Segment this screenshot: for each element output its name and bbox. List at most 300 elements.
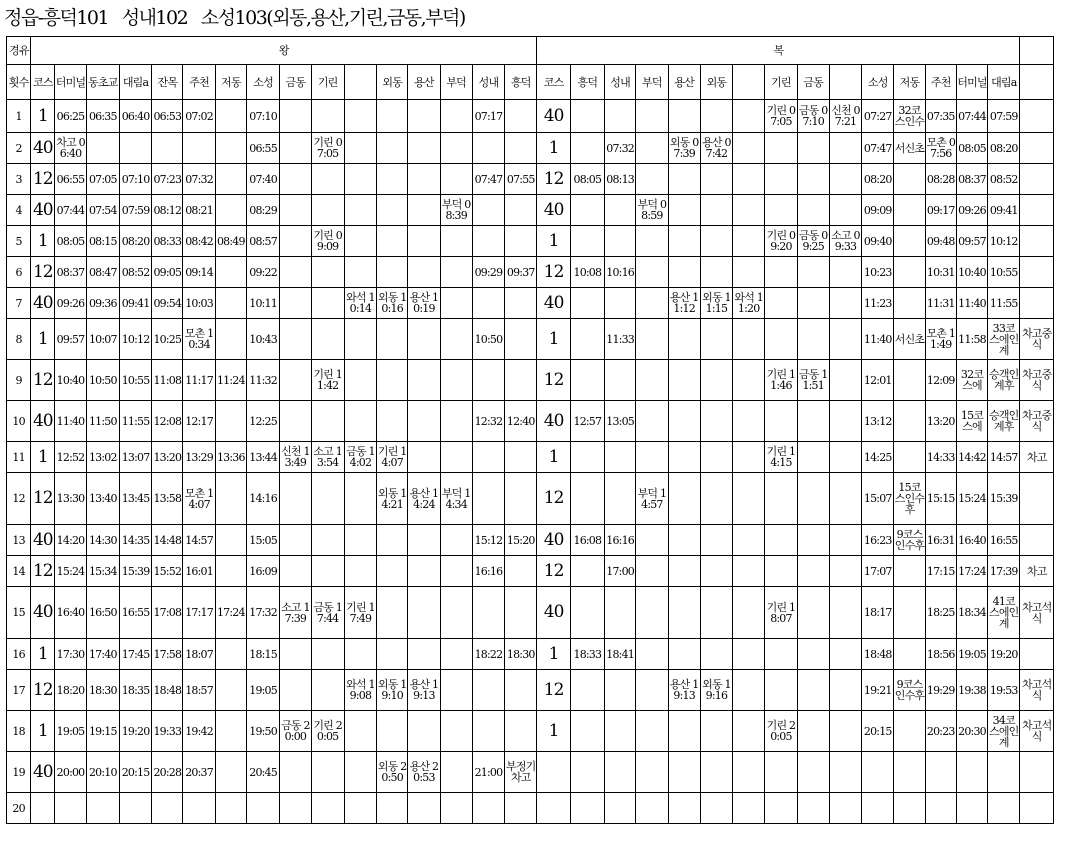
inbound-cell <box>733 793 765 824</box>
inbound-cell: 19:53 <box>988 670 1020 711</box>
inbound-cell <box>636 319 668 360</box>
outbound-cell: 17:32 <box>246 587 279 639</box>
inbound-cell: 09:57 <box>956 226 987 257</box>
inbound-cell: 19:20 <box>988 639 1020 670</box>
outbound-cell <box>377 164 408 195</box>
inbound-cell: 08:28 <box>925 164 956 195</box>
outbound-course: 12 <box>31 164 55 195</box>
outbound-cell <box>377 133 408 164</box>
inbound-cell <box>765 556 797 587</box>
inbound-cell <box>797 195 829 226</box>
outbound-cell: 07:23 <box>152 164 183 195</box>
outbound-cell: 09:54 <box>152 288 183 319</box>
outbound-cell: 08:57 <box>246 226 279 257</box>
outbound-cell: 18:20 <box>55 670 86 711</box>
outbound-cell <box>280 670 311 711</box>
outbound-cell <box>505 793 537 824</box>
outbound-cell <box>344 360 376 401</box>
inbound-cell <box>765 639 797 670</box>
outbound-cell <box>440 525 472 556</box>
outbound-course: 40 <box>31 401 55 442</box>
outbound-cell: 08:37 <box>55 257 86 288</box>
timetable-row <box>7 164 1054 195</box>
inbound-cell <box>1020 473 1054 525</box>
inbound-cell <box>570 670 604 711</box>
inbound-course: 12 <box>537 473 570 525</box>
outbound-cell: 20:10 <box>86 752 119 793</box>
inbound-cell <box>668 195 700 226</box>
outbound-cell: 12:25 <box>246 401 279 442</box>
outbound-cell: 모촌 10:34 <box>183 319 215 360</box>
outbound-cell: 17:17 <box>183 587 215 639</box>
inbound-cell: 08:05 <box>956 133 987 164</box>
outbound-cell: 10:25 <box>152 319 183 360</box>
inbound-cell: 15:15 <box>925 473 956 525</box>
outbound-cell: 13:44 <box>246 442 279 473</box>
outbound-cell: 10:50 <box>472 319 504 360</box>
inbound-cell: 15:24 <box>956 473 987 525</box>
timetable-row <box>7 752 1054 793</box>
inbound-cell <box>862 752 894 793</box>
outbound-cell <box>119 133 151 164</box>
inbound-cell: 07:59 <box>988 100 1020 133</box>
outbound-cell <box>280 226 311 257</box>
outbound-cell <box>505 587 537 639</box>
outbound-cell <box>377 100 408 133</box>
inbound-cell <box>765 288 797 319</box>
inbound-col-header: 저동 <box>894 65 925 100</box>
inbound-cell <box>570 226 604 257</box>
outbound-cell <box>440 556 472 587</box>
outbound-cell: 19:50 <box>246 711 279 752</box>
inbound-cell: 부덕 14:57 <box>636 473 668 525</box>
inbound-cell <box>700 752 732 793</box>
inbound-cell: 서신초 <box>894 319 925 360</box>
inbound-cell: 18:48 <box>862 639 894 670</box>
inbound-cell: 08:37 <box>956 164 987 195</box>
inbound-cell: 승객인계후 <box>988 360 1020 401</box>
outbound-cell: 18:57 <box>183 670 215 711</box>
outbound-cell: 09:41 <box>119 288 151 319</box>
inbound-course: 40 <box>537 288 570 319</box>
outbound-cell: 용산 10:19 <box>408 288 440 319</box>
outbound-cell <box>472 442 504 473</box>
inbound-cell <box>829 442 861 473</box>
outbound-cell: 12:17 <box>183 401 215 442</box>
trip-number: 7 <box>7 288 31 319</box>
inbound-cell <box>765 670 797 711</box>
outbound-cell <box>344 793 376 824</box>
inbound-cell <box>797 257 829 288</box>
outbound-cell: 외동 14:21 <box>377 473 408 525</box>
outbound-cell <box>344 401 376 442</box>
inbound-cell <box>733 319 765 360</box>
outbound-cell <box>377 639 408 670</box>
inbound-cell <box>829 793 861 824</box>
inbound-cell <box>605 587 636 639</box>
inbound-cell <box>570 100 604 133</box>
outbound-col-header: 동초교 <box>86 65 119 100</box>
inbound-cell: 17:15 <box>925 556 956 587</box>
trip-number: 6 <box>7 257 31 288</box>
outbound-cell <box>472 793 504 824</box>
inbound-cell: 41코스에인계 <box>988 587 1020 639</box>
inbound-course: 12 <box>537 670 570 711</box>
timetable-row <box>7 639 1054 670</box>
outbound-cell: 11:08 <box>152 360 183 401</box>
outbound-cell: 17:08 <box>152 587 183 639</box>
inbound-cell <box>700 319 732 360</box>
inbound-cell: 신천 07:21 <box>829 100 861 133</box>
outbound-cell <box>344 711 376 752</box>
inbound-cell <box>605 100 636 133</box>
trip-number: 4 <box>7 195 31 226</box>
outbound-cell <box>311 257 344 288</box>
outbound-cell: 15:12 <box>472 525 504 556</box>
inbound-cell <box>700 711 732 752</box>
inbound-header: 복 <box>537 37 1020 65</box>
outbound-col-header: 용산 <box>408 65 440 100</box>
outbound-cell <box>377 319 408 360</box>
inbound-cell <box>1020 793 1054 824</box>
trip-number: 5 <box>7 226 31 257</box>
outbound-cell <box>215 473 246 525</box>
outbound-cell: 14:16 <box>246 473 279 525</box>
inbound-cell <box>733 711 765 752</box>
outbound-course: 1 <box>31 226 55 257</box>
inbound-cell <box>765 195 797 226</box>
outbound-course: 12 <box>31 473 55 525</box>
inbound-col-header: 외동 <box>700 65 732 100</box>
outbound-cell <box>280 195 311 226</box>
trip-number: 8 <box>7 319 31 360</box>
inbound-course: 40 <box>537 195 570 226</box>
inbound-cell <box>700 525 732 556</box>
inbound-cell: 18:17 <box>862 587 894 639</box>
trip-number: 17 <box>7 670 31 711</box>
timetable-row <box>7 319 1054 360</box>
inbound-cell <box>636 164 668 195</box>
inbound-cell: 08:13 <box>605 164 636 195</box>
outbound-col-header: 대림a <box>119 65 151 100</box>
inbound-cell <box>797 639 829 670</box>
outbound-col-header: 터미널 <box>55 65 86 100</box>
inbound-cell: 09:09 <box>862 195 894 226</box>
inbound-cell <box>668 100 700 133</box>
inbound-col-header: 흥덕 <box>570 65 604 100</box>
inbound-cell <box>894 442 925 473</box>
outbound-cell <box>152 793 183 824</box>
inbound-cell <box>829 288 861 319</box>
outbound-cell: 기린 11:42 <box>311 360 344 401</box>
outbound-cell <box>344 257 376 288</box>
outbound-cell <box>505 360 537 401</box>
inbound-course: 12 <box>537 360 570 401</box>
outbound-cell: 09:14 <box>183 257 215 288</box>
inbound-cell <box>700 360 732 401</box>
inbound-cell <box>570 442 604 473</box>
inbound-col-header: 주천 <box>925 65 956 100</box>
inbound-cell <box>956 793 987 824</box>
outbound-cell: 13:02 <box>86 442 119 473</box>
inbound-cell <box>700 793 732 824</box>
timetable-row <box>7 288 1054 319</box>
outbound-col-header: 잔목 <box>152 65 183 100</box>
inbound-cell: 12:09 <box>925 360 956 401</box>
inbound-cell <box>733 752 765 793</box>
outbound-cell <box>344 556 376 587</box>
outbound-cell <box>215 133 246 164</box>
inbound-cell <box>636 133 668 164</box>
outbound-cell: 09:29 <box>472 257 504 288</box>
outbound-cell: 10:40 <box>55 360 86 401</box>
outbound-cell: 08:12 <box>152 195 183 226</box>
outbound-cell <box>505 133 537 164</box>
outbound-cell <box>215 164 246 195</box>
outbound-cell <box>311 319 344 360</box>
inbound-cell: 모촌 07:56 <box>925 133 956 164</box>
outbound-cell: 08:52 <box>119 257 151 288</box>
timetable-row <box>7 100 1054 133</box>
inbound-cell <box>733 195 765 226</box>
inbound-cell: 15코스에 <box>956 401 987 442</box>
inbound-course: 40 <box>537 401 570 442</box>
outbound-cell: 외동 19:10 <box>377 670 408 711</box>
outbound-cell: 13:20 <box>152 442 183 473</box>
inbound-cell <box>733 257 765 288</box>
outbound-cell: 09:22 <box>246 257 279 288</box>
inbound-cell <box>797 473 829 525</box>
inbound-cell: 07:27 <box>862 100 894 133</box>
outbound-cell: 19:05 <box>55 711 86 752</box>
inbound-cell: 11:55 <box>988 288 1020 319</box>
inbound-cell: 10:23 <box>862 257 894 288</box>
inbound-cell <box>570 195 604 226</box>
inbound-cell <box>829 711 861 752</box>
inbound-cell <box>797 288 829 319</box>
inbound-cell <box>765 525 797 556</box>
outbound-col-header: 흥덕 <box>505 65 537 100</box>
inbound-cell: 차고 <box>1020 442 1054 473</box>
outbound-cell <box>377 587 408 639</box>
inbound-cell <box>894 793 925 824</box>
inbound-cell <box>733 360 765 401</box>
outbound-cell: 07:47 <box>472 164 504 195</box>
inbound-course: 40 <box>537 587 570 639</box>
outbound-cell: 13:30 <box>55 473 86 525</box>
inbound-cell <box>733 639 765 670</box>
inbound-cell <box>829 401 861 442</box>
outbound-col-header: 소성 <box>246 65 279 100</box>
outbound-cell <box>311 288 344 319</box>
inbound-cell: 10:08 <box>570 257 604 288</box>
inbound-cell <box>668 257 700 288</box>
inbound-col-header <box>733 65 765 100</box>
outbound-cell <box>440 319 472 360</box>
inbound-cell <box>668 319 700 360</box>
inbound-cell <box>765 257 797 288</box>
outbound-col-header: 금동 <box>280 65 311 100</box>
outbound-cell: 금동 17:44 <box>311 587 344 639</box>
inbound-cell <box>733 587 765 639</box>
direction-header-row <box>7 37 1054 65</box>
inbound-cell: 부덕 08:59 <box>636 195 668 226</box>
inbound-cell: 17:24 <box>956 556 987 587</box>
outbound-course: 1 <box>31 100 55 133</box>
outbound-cell <box>152 133 183 164</box>
outbound-cell <box>440 711 472 752</box>
outbound-cell: 15:39 <box>119 556 151 587</box>
outbound-cell <box>505 226 537 257</box>
outbound-cell: 18:35 <box>119 670 151 711</box>
inbound-cell <box>765 473 797 525</box>
inbound-cell <box>636 226 668 257</box>
inbound-cell <box>1020 226 1054 257</box>
inbound-cell <box>668 442 700 473</box>
outbound-cell: 기린 07:05 <box>311 133 344 164</box>
outbound-cell: 20:15 <box>119 752 151 793</box>
outbound-cell: 10:12 <box>119 319 151 360</box>
outbound-cell: 11:40 <box>55 401 86 442</box>
inbound-cell <box>605 360 636 401</box>
inbound-course: 1 <box>537 226 570 257</box>
outbound-cell: 12:08 <box>152 401 183 442</box>
outbound-cell: 07:17 <box>472 100 504 133</box>
outbound-col-header: 외동 <box>377 65 408 100</box>
outbound-cell: 17:40 <box>86 639 119 670</box>
trip-number: 10 <box>7 401 31 442</box>
inbound-cell <box>1020 257 1054 288</box>
outbound-cell: 14:20 <box>55 525 86 556</box>
outbound-cell: 16:50 <box>86 587 119 639</box>
inbound-cell <box>570 360 604 401</box>
outbound-cell <box>311 793 344 824</box>
outbound-cell <box>440 639 472 670</box>
outbound-cell: 20:28 <box>152 752 183 793</box>
inbound-cell <box>733 226 765 257</box>
outbound-cell: 19:42 <box>183 711 215 752</box>
outbound-cell: 20:37 <box>183 752 215 793</box>
outbound-cell: 06:25 <box>55 100 86 133</box>
inbound-cell: 18:25 <box>925 587 956 639</box>
outbound-cell: 11:24 <box>215 360 246 401</box>
outbound-cell <box>505 556 537 587</box>
outbound-cell <box>215 639 246 670</box>
inbound-cell: 와석 11:20 <box>733 288 765 319</box>
inbound-cell <box>636 639 668 670</box>
timetable-row <box>7 257 1054 288</box>
inbound-cell <box>829 360 861 401</box>
outbound-cell: 06:55 <box>246 133 279 164</box>
outbound-cell: 15:24 <box>55 556 86 587</box>
outbound-cell: 07:59 <box>119 195 151 226</box>
outbound-cell: 07:02 <box>183 100 215 133</box>
inbound-cell <box>605 226 636 257</box>
inbound-cell <box>700 442 732 473</box>
outbound-cell <box>377 226 408 257</box>
inbound-cell <box>894 360 925 401</box>
outbound-cell <box>408 401 440 442</box>
outbound-cell <box>505 195 537 226</box>
inbound-cell: 08:52 <box>988 164 1020 195</box>
inbound-cell: 20:15 <box>862 711 894 752</box>
inbound-cell <box>700 164 732 195</box>
inbound-cell <box>797 556 829 587</box>
outbound-cell <box>408 319 440 360</box>
inbound-cell: 11:40 <box>956 288 987 319</box>
inbound-col-header <box>1020 65 1054 100</box>
inbound-cell <box>894 587 925 639</box>
outbound-cell <box>440 670 472 711</box>
outbound-cell <box>408 195 440 226</box>
outbound-cell <box>472 360 504 401</box>
outbound-cell: 10:43 <box>246 319 279 360</box>
outbound-cell: 부덕 14:34 <box>440 473 472 525</box>
inbound-cell <box>636 360 668 401</box>
inbound-cell: 외동 11:15 <box>700 288 732 319</box>
outbound-col-header: 부덕 <box>440 65 472 100</box>
trip-number: 20 <box>7 793 31 824</box>
inbound-cell: 32코스에 <box>956 360 987 401</box>
outbound-cell <box>377 556 408 587</box>
inbound-cell <box>829 556 861 587</box>
trip-number: 2 <box>7 133 31 164</box>
inbound-cell: 기린 18:07 <box>765 587 797 639</box>
outbound-cell <box>280 556 311 587</box>
outbound-cell: 용산 20:53 <box>408 752 440 793</box>
outbound-cell: 08:05 <box>55 226 86 257</box>
outbound-cell: 06:35 <box>86 100 119 133</box>
inbound-cell: 11:23 <box>862 288 894 319</box>
trip-number: 12 <box>7 473 31 525</box>
outbound-cell: 08:42 <box>183 226 215 257</box>
inbound-cell <box>765 133 797 164</box>
outbound-cell: 09:57 <box>55 319 86 360</box>
inbound-cell <box>797 133 829 164</box>
inbound-cell <box>636 752 668 793</box>
outbound-cell <box>377 401 408 442</box>
inbound-course <box>537 793 570 824</box>
inbound-cell: 19:21 <box>862 670 894 711</box>
outbound-course: 12 <box>31 556 55 587</box>
inbound-cell <box>570 752 604 793</box>
inbound-col-header: 코스 <box>537 65 570 100</box>
inbound-cell: 07:32 <box>605 133 636 164</box>
outbound-cell: 14:35 <box>119 525 151 556</box>
outbound-cell <box>377 793 408 824</box>
inbound-cell <box>570 288 604 319</box>
outbound-cell: 17:30 <box>55 639 86 670</box>
inbound-cell <box>894 164 925 195</box>
inbound-cell: 07:44 <box>956 100 987 133</box>
trip-number: 15 <box>7 587 31 639</box>
outbound-cell: 11:32 <box>246 360 279 401</box>
inbound-cell: 19:29 <box>925 670 956 711</box>
inbound-cell: 08:05 <box>570 164 604 195</box>
outbound-cell: 19:20 <box>119 711 151 752</box>
outbound-cell <box>183 793 215 824</box>
inbound-cell <box>668 360 700 401</box>
route-label: 경유 <box>7 37 31 65</box>
column-header-row <box>7 65 1054 100</box>
inbound-cell <box>636 793 668 824</box>
outbound-cell <box>408 133 440 164</box>
outbound-cell: 09:26 <box>55 288 86 319</box>
outbound-cell: 07:05 <box>86 164 119 195</box>
inbound-cell <box>570 319 604 360</box>
inbound-cell: 서신초 <box>894 133 925 164</box>
outbound-cell: 14:48 <box>152 525 183 556</box>
